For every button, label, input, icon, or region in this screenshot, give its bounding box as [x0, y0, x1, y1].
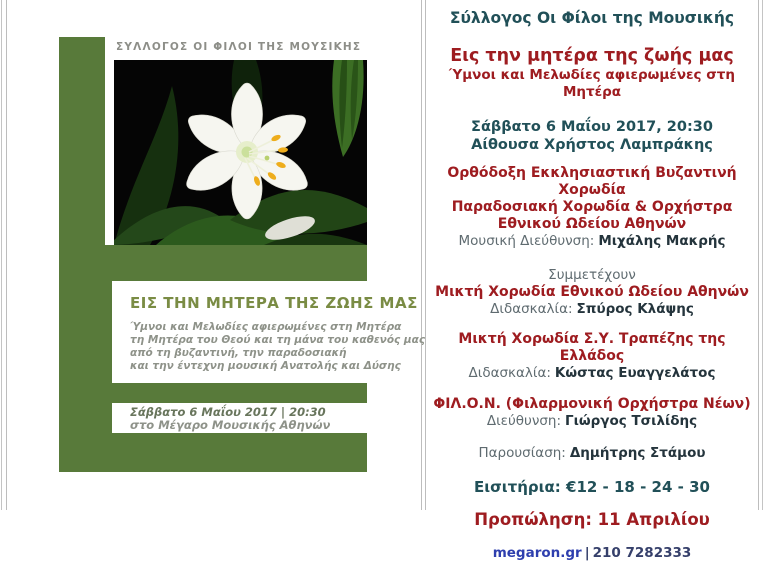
main-performers: [426, 165, 758, 233]
flyer-page-left: [6, 0, 422, 510]
flyer-page-right: [425, 0, 759, 510]
music-direction-name: Μιχάλης Μακρής: [598, 233, 725, 249]
phone-number: 210 7282333: [593, 545, 692, 561]
performer-line: Ορθόδοξη Εκκλησιαστική Βυζαντινή Χορωδία: [426, 165, 758, 199]
poster-date-box: [112, 403, 367, 433]
poster-organization-header: ΣΥΛΛΟΓΟΣ ΟΙ ΦΙΛΟΙ ΤΗΣ ΜΟΥΣΙΚΗΣ: [116, 41, 366, 53]
poster-date-line: Σάββατο 6 Μαΐου 2017 | 20:30: [130, 406, 367, 419]
poster-description-line: και την έντεχνη μουσική Ανατολής και Δύσης: [130, 360, 425, 373]
participant-group: [426, 331, 758, 382]
poster-description: [130, 321, 425, 373]
participant-group: [426, 284, 758, 318]
lily-illustration: [114, 60, 367, 245]
event-subtitle: Ύμνοι και Μελωδίες αφιερωμένες στη Μητέρα: [426, 67, 758, 101]
group-person: Κώστας Ευαγγελάτος: [555, 365, 716, 381]
presentation-label: Παρουσίαση:: [478, 445, 565, 461]
poster-description-line: Ύμνοι και Μελωδίες αφιερωμένες στη Μητέρα: [130, 321, 425, 334]
group-name: ΦΙΛ.Ο.Ν. (Φιλαρμονική Ορχήστρα Νέων): [426, 396, 758, 413]
tickets-line: Εισιτήρια: €12 - 18 - 24 - 30: [426, 478, 758, 497]
group-role-label: Διεύθυνση:: [487, 413, 561, 429]
page-edge-line-left: [1, 0, 2, 510]
group-role-line: [426, 413, 758, 430]
group-person: Γιώργος Τσιλίδης: [565, 413, 697, 429]
presentation-name: Δημήτρης Στάμου: [570, 445, 706, 461]
megaron-website-link[interactable]: megaron.gr: [493, 545, 582, 561]
poster-description-line: τη Μητέρα του Θεού και τη μάνα του καθενός μας: [130, 334, 425, 347]
poster-venue-line: στο Μέγαρο Μουσικής Αθηνών: [130, 419, 367, 432]
performer-line: Εθνικού Ωδείου Αθηνών: [426, 216, 758, 233]
lily-photo: [114, 60, 367, 245]
music-direction-line: [426, 233, 758, 250]
presentation-line: [426, 445, 758, 462]
presale-line: Προπώληση: 11 Απριλίου: [426, 510, 758, 530]
group-person: Σπύρος Κλάψης: [577, 301, 694, 317]
performer-line: Παραδοσιακή Χορωδία & Ορχήστρα: [426, 199, 758, 216]
event-details: [426, 0, 758, 562]
event-datetime: Σάββατο 6 Μαΐου 2017, 20:30: [426, 118, 758, 136]
organization-name: Σύλλογος Οι Φίλοι της Μουσικής: [426, 8, 758, 28]
music-direction-label: Μουσική Διεύθυνση:: [459, 233, 595, 249]
poster-description-line: από τη βυζαντινή, την παραδοσιακή: [130, 347, 425, 360]
group-name: Μικτή Χορωδία Εθνικού Ωδείου Αθηνών: [426, 284, 758, 301]
participant-group: [426, 396, 758, 430]
contact-separator: |: [585, 545, 590, 561]
participants-header: Συμμετέχουν: [426, 267, 758, 284]
page-edge-line-right: [762, 0, 763, 510]
group-name: Μικτή Χορωδία Σ.Υ. Τραπέζης της Ελλάδος: [426, 331, 758, 365]
poster-title-box: [112, 281, 367, 383]
event-title: Εις την μητέρα της ζωής μας: [426, 46, 758, 67]
event-hall: Αίθουσα Χρήστος Λαμπράκης: [426, 136, 758, 154]
group-role-line: [426, 301, 758, 318]
group-role-label: Διδασκαλία:: [469, 365, 551, 381]
contact-line: [426, 545, 758, 562]
concert-poster: [59, 37, 367, 472]
poster-title: ΕΙΣ ΤΗΝ ΜΗΤΕΡΑ ΤΗΣ ΖΩΗΣ ΜΑΣ: [130, 294, 418, 312]
group-role-label: Διδασκαλία:: [490, 301, 572, 317]
group-role-line: [426, 365, 758, 382]
